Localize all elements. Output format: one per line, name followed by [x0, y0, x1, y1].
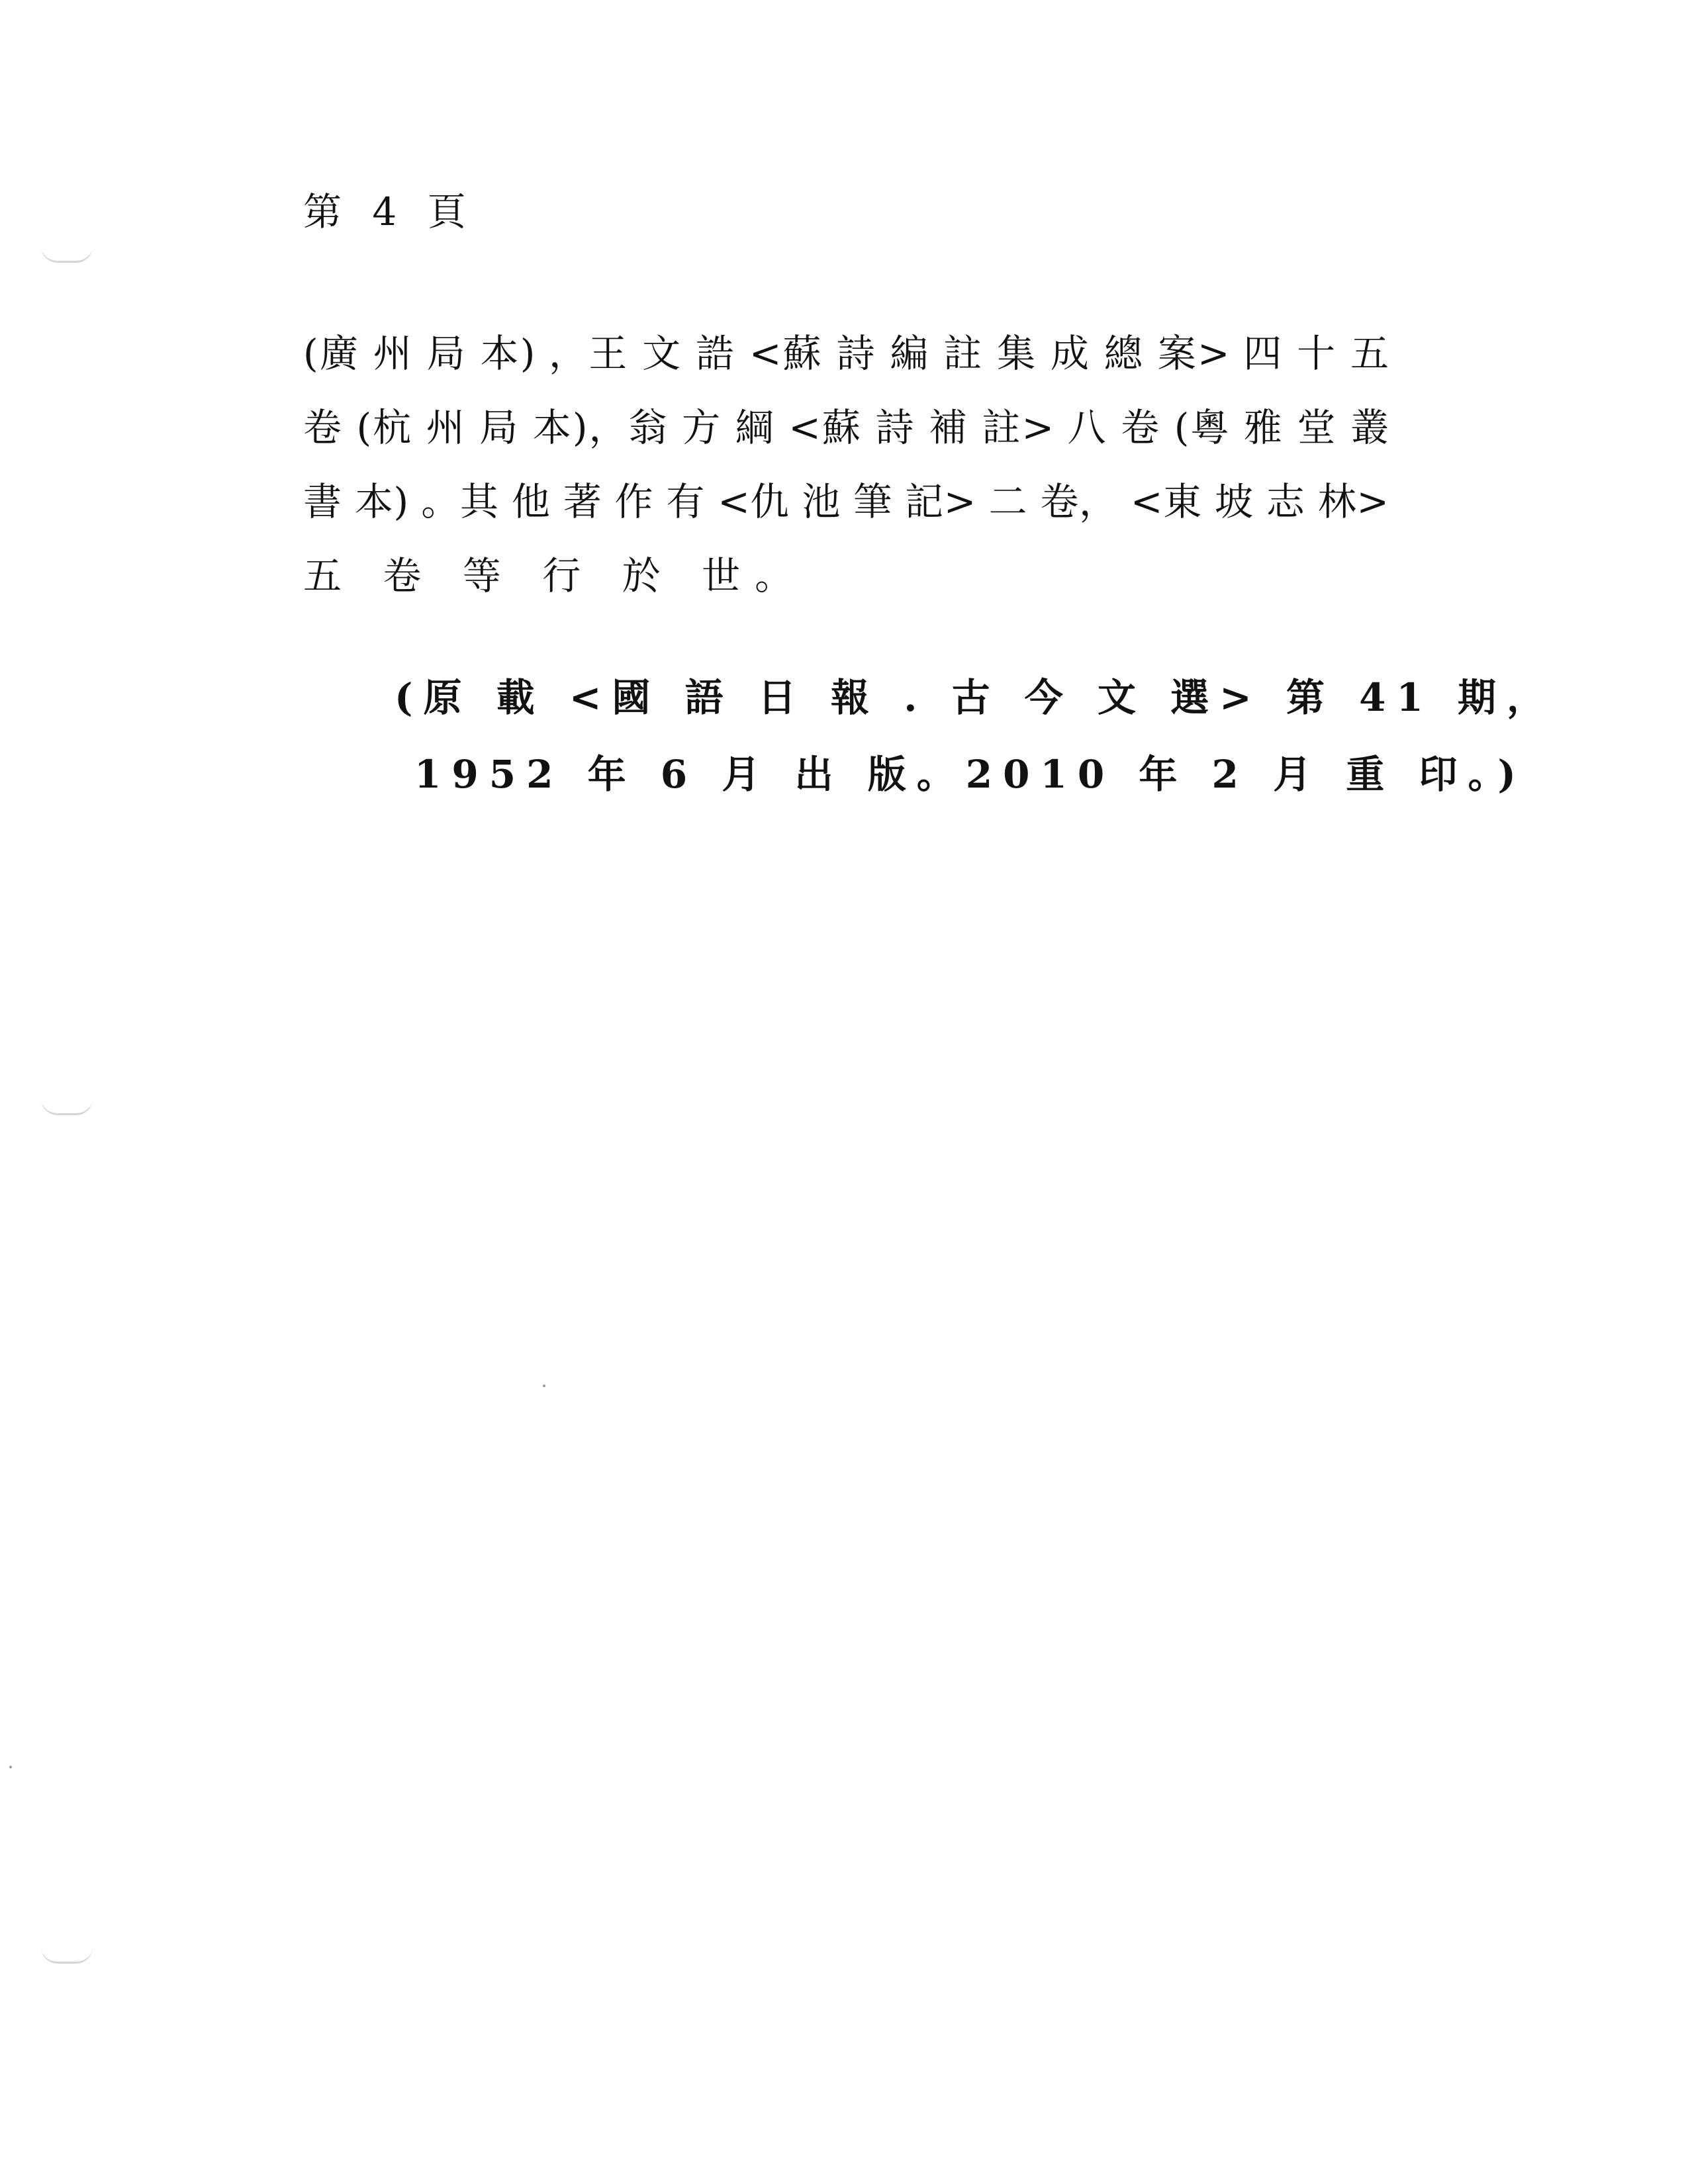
body-line: (廣 州 局 本) ，王 文 誥 <蘇 詩 編 註 集 成 總 案> 四 十 五	[303, 331, 1389, 376]
source-note-line: 1952 年 6 月 出 版。2010 年 2 月 重 印。)	[414, 752, 1526, 797]
hole-punch-mark-middle	[41, 1099, 93, 1115]
source-note	[395, 659, 1556, 813]
page-number: 第 4 頁	[303, 189, 475, 234]
scan-speck	[9, 1766, 12, 1768]
source-note-line: (原 載 <國 語 日 報 . 古 今 文 選> 第 41 期，	[395, 675, 1556, 720]
body-paragraph	[303, 316, 1389, 613]
hole-punch-mark-top	[41, 246, 93, 263]
scan-speck	[543, 1385, 545, 1387]
body-line: 書 本) 。其 他 著 作 有 <仇 池 筆 記> 二 卷， <東 坡 志 林>	[303, 479, 1389, 524]
body-line: 五 卷 等 行 於 世。	[303, 553, 808, 598]
body-line: 卷 (杭 州 局 本)，翁 方 綱 <蘇 詩 補 註> 八 卷 (粵 雅 堂 叢	[303, 405, 1389, 450]
hole-punch-mark-bottom	[41, 1947, 93, 1964]
